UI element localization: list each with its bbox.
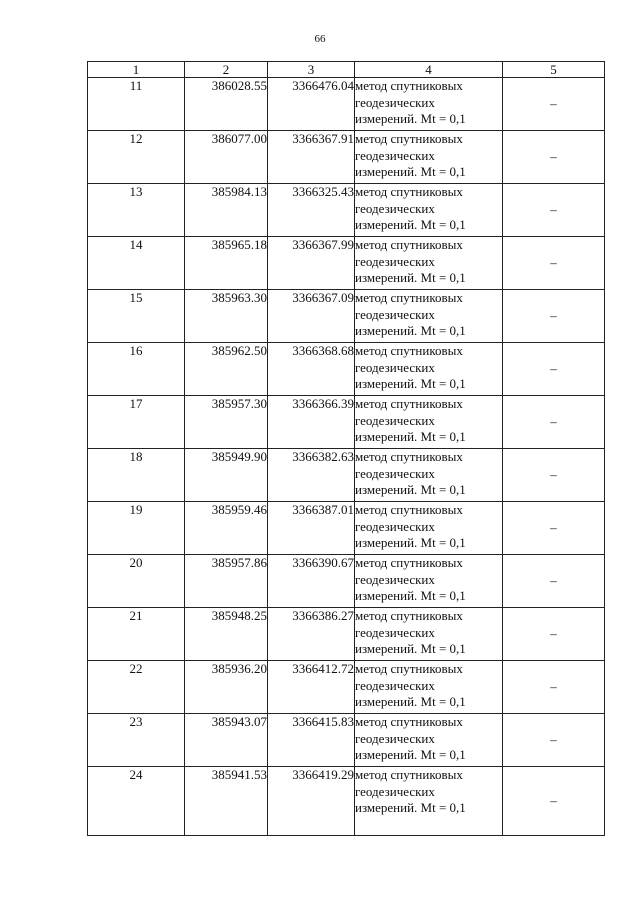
- point-number: 17: [88, 396, 185, 449]
- table-header: [88, 62, 605, 78]
- method-line: геодезических: [355, 147, 435, 163]
- table-row: [88, 343, 605, 396]
- method-line: измерений. Mt = 0,1: [355, 535, 466, 550]
- point-number: 11: [88, 78, 185, 131]
- coordinate-x: 385936.20: [185, 661, 268, 714]
- header-col-5: 5: [503, 62, 605, 78]
- note-cell: –: [503, 290, 605, 343]
- method-line: измерений. Mt = 0,1: [355, 482, 466, 497]
- note-cell: –: [503, 502, 605, 555]
- method-line: метод спутниковых: [355, 661, 463, 676]
- method-cell: [355, 449, 503, 502]
- method-line: метод спутниковых: [355, 131, 463, 146]
- method-line: измерений. Mt = 0,1: [355, 588, 466, 603]
- note-cell: –: [503, 767, 605, 836]
- coordinate-x: 385963.30: [185, 290, 268, 343]
- method-cell: [355, 555, 503, 608]
- coordinate-y: 3366390.67: [268, 555, 355, 608]
- coordinate-y: 3366366.39: [268, 396, 355, 449]
- method-line: геодезических: [355, 253, 435, 269]
- table-row: [88, 449, 605, 502]
- method-line: геодезических: [355, 465, 435, 481]
- method-line: метод спутниковых: [355, 396, 463, 411]
- point-number: 14: [88, 237, 185, 290]
- coordinate-x: 386077.00: [185, 131, 268, 184]
- coordinate-x: 385957.30: [185, 396, 268, 449]
- method-cell: [355, 714, 503, 767]
- method-line: измерений. Mt = 0,1: [355, 323, 466, 338]
- method-line: геодезических: [355, 359, 435, 375]
- coordinate-x: 385941.53: [185, 767, 268, 836]
- table-row: [88, 396, 605, 449]
- coordinate-y: 3366387.01: [268, 502, 355, 555]
- point-number: 16: [88, 343, 185, 396]
- method-line: метод спутниковых: [355, 449, 463, 464]
- method-cell: [355, 237, 503, 290]
- method-line: геодезических: [355, 783, 435, 799]
- method-line: метод спутниковых: [355, 608, 463, 623]
- header-row: [88, 62, 605, 78]
- table-body: [88, 78, 605, 836]
- coordinate-y: 3366367.09: [268, 290, 355, 343]
- coordinate-y: 3366476.04: [268, 78, 355, 131]
- table-row: [88, 131, 605, 184]
- method-line: метод спутниковых: [355, 237, 463, 252]
- point-number: 19: [88, 502, 185, 555]
- method-line: геодезических: [355, 94, 435, 110]
- coordinate-y: 3366386.27: [268, 608, 355, 661]
- note-cell: –: [503, 449, 605, 502]
- method-line: геодезических: [355, 571, 435, 587]
- method-line: метод спутниковых: [355, 343, 463, 358]
- method-line: геодезических: [355, 200, 435, 216]
- table-row: [88, 184, 605, 237]
- point-number: 21: [88, 608, 185, 661]
- point-number: 20: [88, 555, 185, 608]
- coordinate-x: 385949.90: [185, 449, 268, 502]
- method-line: геодезических: [355, 518, 435, 534]
- coordinate-x: 385965.18: [185, 237, 268, 290]
- method-line: геодезических: [355, 730, 435, 746]
- coordinate-y: 3366367.91: [268, 131, 355, 184]
- table-row: [88, 767, 605, 836]
- method-cell: [355, 396, 503, 449]
- method-line: геодезических: [355, 306, 435, 322]
- coordinate-x: 385957.86: [185, 555, 268, 608]
- table-row: [88, 78, 605, 131]
- table-row: [88, 555, 605, 608]
- method-cell: [355, 661, 503, 714]
- method-line: метод спутниковых: [355, 78, 463, 93]
- method-line: метод спутниковых: [355, 555, 463, 570]
- note-cell: –: [503, 661, 605, 714]
- note-cell: –: [503, 555, 605, 608]
- header-col-3: 3: [268, 62, 355, 78]
- coordinate-x: 385948.25: [185, 608, 268, 661]
- header-col-2: 2: [185, 62, 268, 78]
- method-line: измерений. Mt = 0,1: [355, 270, 466, 285]
- method-cell: [355, 131, 503, 184]
- coordinate-x: 385962.50: [185, 343, 268, 396]
- table-row: [88, 714, 605, 767]
- table-row: [88, 502, 605, 555]
- table-row: [88, 661, 605, 714]
- method-line: измерений. Mt = 0,1: [355, 641, 466, 656]
- coordinates-table: [87, 61, 605, 836]
- method-cell: [355, 290, 503, 343]
- page-number: 66: [314, 33, 326, 45]
- point-number: 13: [88, 184, 185, 237]
- method-line: метод спутниковых: [355, 290, 463, 305]
- method-line: метод спутниковых: [355, 767, 463, 782]
- coordinate-y: 3366325.43: [268, 184, 355, 237]
- method-cell: [355, 608, 503, 661]
- coordinate-x: 385984.13: [185, 184, 268, 237]
- coordinate-x: 385959.46: [185, 502, 268, 555]
- coordinate-y: 3366415.83: [268, 714, 355, 767]
- note-cell: –: [503, 608, 605, 661]
- method-line: метод спутниковых: [355, 714, 463, 729]
- method-line: геодезических: [355, 677, 435, 693]
- coordinate-y: 3366367.99: [268, 237, 355, 290]
- method-line: измерений. Mt = 0,1: [355, 376, 466, 391]
- coordinate-y: 3366419.29: [268, 767, 355, 836]
- note-cell: –: [503, 343, 605, 396]
- table-row: [88, 290, 605, 343]
- coordinate-y: 3366412.72: [268, 661, 355, 714]
- method-line: измерений. Mt = 0,1: [355, 800, 466, 815]
- point-number: 22: [88, 661, 185, 714]
- note-cell: –: [503, 78, 605, 131]
- method-line: метод спутниковых: [355, 184, 463, 199]
- method-cell: [355, 78, 503, 131]
- method-line: измерений. Mt = 0,1: [355, 164, 466, 179]
- method-line: измерений. Mt = 0,1: [355, 694, 466, 709]
- method-cell: [355, 184, 503, 237]
- method-line: геодезических: [355, 624, 435, 640]
- method-line: геодезических: [355, 412, 435, 428]
- point-number: 18: [88, 449, 185, 502]
- note-cell: –: [503, 396, 605, 449]
- point-number: 12: [88, 131, 185, 184]
- method-line: измерений. Mt = 0,1: [355, 747, 466, 762]
- coordinate-y: 3366368.68: [268, 343, 355, 396]
- method-line: измерений. Mt = 0,1: [355, 429, 466, 444]
- coordinate-y: 3366382.63: [268, 449, 355, 502]
- note-cell: –: [503, 131, 605, 184]
- coordinate-x: 385943.07: [185, 714, 268, 767]
- table-row: [88, 608, 605, 661]
- note-cell: –: [503, 237, 605, 290]
- coordinate-x: 386028.55: [185, 78, 268, 131]
- header-col-1: 1: [88, 62, 185, 78]
- method-cell: [355, 767, 503, 836]
- table-row: [88, 237, 605, 290]
- point-number: 23: [88, 714, 185, 767]
- method-line: метод спутниковых: [355, 502, 463, 517]
- method-cell: [355, 343, 503, 396]
- point-number: 15: [88, 290, 185, 343]
- method-line: измерений. Mt = 0,1: [355, 111, 466, 126]
- note-cell: –: [503, 184, 605, 237]
- method-cell: [355, 502, 503, 555]
- point-number: 24: [88, 767, 185, 836]
- note-cell: –: [503, 714, 605, 767]
- header-col-4: 4: [355, 62, 503, 78]
- method-line: измерений. Mt = 0,1: [355, 217, 466, 232]
